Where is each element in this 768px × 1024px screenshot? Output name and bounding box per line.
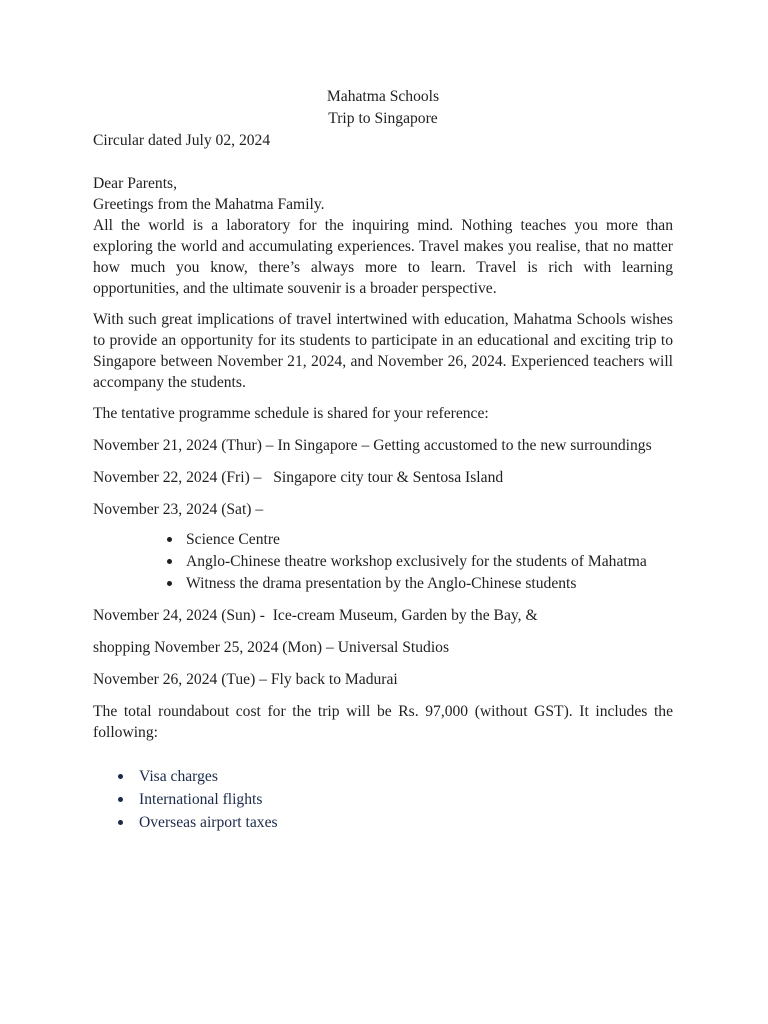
cost-paragraph: The total roundabout cost for the trip will be Rs. 97,000 (without GST). It includes the following: xyxy=(93,703,673,741)
schedule-day-1: November 21, 2024 (Thur) – In Singapore – Getting accustomed to the new surroundings xyxy=(93,437,652,454)
schedule-day-4-5: shopping November 25, 2024 (Mon) – Universal Studios xyxy=(93,639,450,656)
circular-date: Circular dated July 02, 2024 xyxy=(93,132,271,149)
schedule-day-6: November 26, 2024 (Tue) – Fly back to Madurai xyxy=(93,671,398,688)
schedule-day-2 xyxy=(93,467,673,488)
schedule-day-4-date: November 24, 2024 (Sun) - xyxy=(93,607,265,624)
list-item: Witness the drama presentation by the Anglo-Chinese students xyxy=(186,573,673,594)
schedule-day-2-activity: Singapore city tour & Sentosa Island xyxy=(273,469,504,486)
document-subject: Trip to Singapore xyxy=(328,110,438,127)
list-item: Visa charges xyxy=(139,765,673,788)
trip-paragraph: With such great implications of travel intertwined with education, Mahatma Schools wishes to provide an opportunity for its students to participate in an educational and exciting trip to Singapore between November 21, 2024, and November 26, 2024. Experienced teachers will accompany the students. xyxy=(93,311,673,391)
salutation: Dear Parents, xyxy=(93,175,177,192)
schedule-intro: The tentative programme schedule is shared for your reference: xyxy=(93,405,489,422)
circular-document xyxy=(93,86,673,834)
day-3-activities-list xyxy=(93,529,673,594)
school-name: Mahatma Schools xyxy=(326,88,440,105)
list-item: Science Centre xyxy=(186,529,673,550)
schedule-day-2-date: November 22, 2024 (Fri) – xyxy=(93,469,262,486)
schedule-day-4 xyxy=(93,605,673,626)
list-item: International flights xyxy=(139,788,673,811)
list-item: Anglo-Chinese theatre workshop exclusively for the students of Mahatma xyxy=(186,551,673,572)
list-item: Overseas airport taxes xyxy=(139,811,673,834)
greeting-line: Greetings from the Mahatma Family. xyxy=(93,196,325,213)
schedule-day-3: November 23, 2024 (Sat) – xyxy=(93,501,264,518)
inclusions-list xyxy=(93,765,673,834)
intro-paragraph: All the world is a laboratory for the inquiring mind. Nothing teaches you more than exploring the world and accumulating experiences. Travel makes you realise, that no matter how much you know, there’s always more to learn. Travel is rich with learning opportunities, and the ultimate souvenir is a broader perspective. xyxy=(93,217,673,297)
schedule-day-4-activity: Ice-cream Museum, Garden by the Bay, & xyxy=(272,607,538,624)
